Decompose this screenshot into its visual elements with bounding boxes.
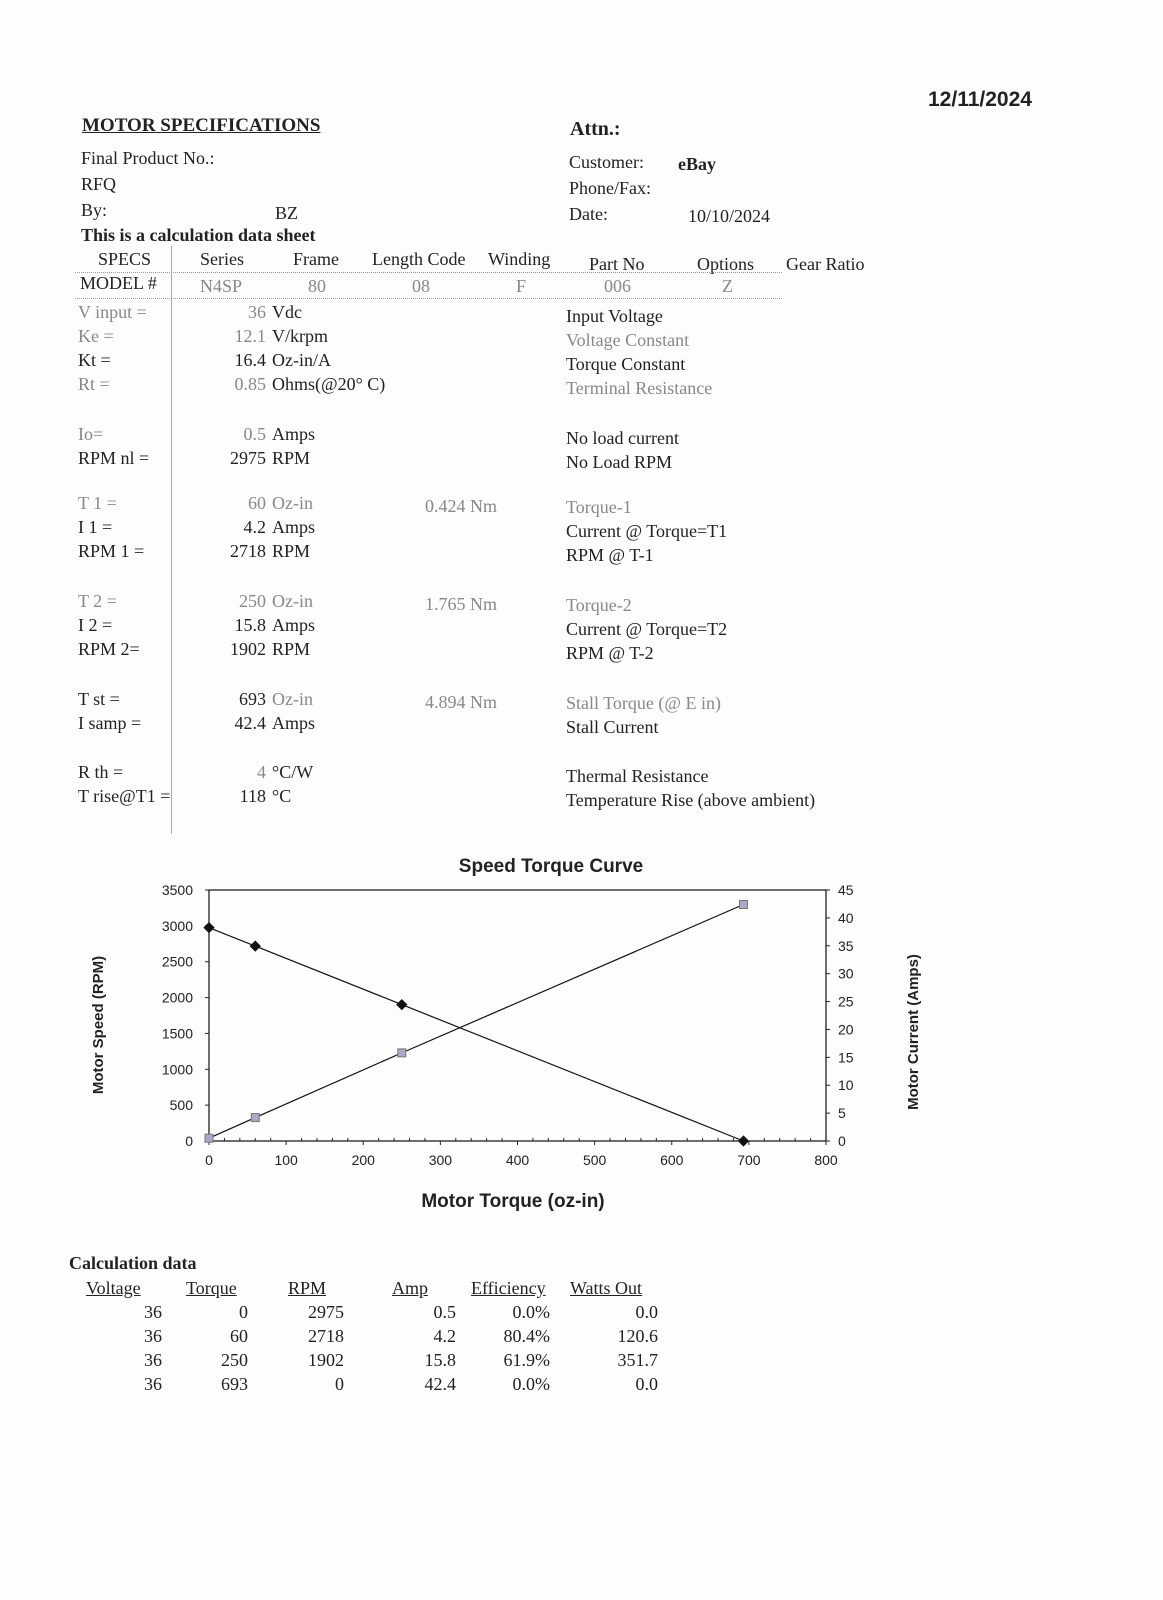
x-tick-label: 200 [351,1152,375,1168]
x-tick-label: 700 [737,1152,761,1168]
column-divider [171,246,172,834]
calc-cell: 351.7 [617,1350,658,1370]
x-axis-label: Motor Torque (oz-in) [421,1191,605,1212]
spec-header: Part No [589,254,645,274]
calc-cell: 61.9% [503,1350,550,1370]
param-value: 693 [239,689,266,709]
calc-cell: 60 [230,1326,248,1346]
calc-cell: 36 [144,1374,162,1394]
param-description: Current @ Torque=T2 [566,619,728,639]
param-unit: V/krpm [272,326,328,346]
calc-header: Efficiency [471,1278,546,1298]
header-label: Customer: [569,152,644,172]
y-tick-label: 2000 [161,989,193,1006]
x-tick-label: 400 [505,1152,530,1168]
y2-tick-label: 20 [838,1021,854,1038]
y2-tick-label: 15 [838,1049,854,1066]
x-tick-label: 800 [814,1152,838,1168]
y-tick-label: 0 [185,1133,193,1149]
calc-header: Amp [392,1278,428,1298]
x-tick-label: 100 [274,1152,298,1168]
param-label: R th = [78,762,124,782]
param-label: I 1 = [78,517,113,537]
param-description: Torque-1 [566,497,632,517]
y-tick-label: 1500 [161,1025,193,1042]
param-unit: Oz-in/A [272,350,331,370]
calc-cell: 0.0% [512,1302,550,1322]
param-value: 0.85 [234,374,266,394]
param-description: Torque Constant [566,354,686,374]
model-value: 80 [308,276,326,296]
param-value: 250 [239,591,266,611]
calc-cell: 36 [144,1302,162,1322]
current-point [251,1114,259,1122]
header-value: eBay [678,154,716,174]
param-value: 60 [248,493,266,513]
y-tick-label: 3500 [161,882,193,898]
param-unit: RPM [272,639,311,659]
param-unit: °C [272,786,292,806]
model-value: N4SP [200,276,243,296]
y2-tick-label: 25 [838,993,854,1010]
spec-header: Series [200,249,244,269]
calc-title: Calculation data [69,1253,197,1273]
spec-header: SPECS [98,249,152,269]
calc-cell: 2718 [308,1326,344,1346]
param-label: I samp = [78,713,142,733]
param-value: 118 [239,786,266,806]
attn-label: Attn.: [570,118,621,140]
header-label: Final Product No.: [81,148,215,168]
header-label: Phone/Fax: [569,178,652,198]
calc-cell: 0 [239,1302,248,1322]
header-value: 10/10/2024 [688,206,771,226]
param-description: No load current [566,428,679,448]
param-label: T 1 = [78,493,117,513]
param-unit: Ohms(@20° C) [272,374,386,394]
header-label: Date: [569,204,608,224]
model-value: Z [722,276,733,296]
calc-cell: 36 [144,1326,162,1346]
spec-header: Frame [293,249,339,269]
y2-tick-label: 40 [838,909,854,926]
param-value: 15.8 [234,615,266,635]
calc-cell: 120.6 [617,1326,658,1346]
y2-tick-label: 30 [838,965,854,982]
param-description: Torque-2 [566,595,632,615]
x-tick-label: 300 [428,1152,453,1168]
param-value: 0.5 [243,424,266,444]
param-description: Stall Current [566,717,659,737]
param-value: 4.2 [243,517,266,537]
param-unit: Oz-in [272,591,313,611]
param-label: Ke = [78,326,114,346]
plot-area [209,890,826,1141]
current-point [739,901,747,909]
param-description: Input Voltage [566,306,663,326]
y2-tick-label: 45 [838,882,854,898]
param-description: Thermal Resistance [566,766,709,786]
model-value: 08 [412,276,430,296]
header-value: BZ [275,203,299,223]
param-nm: 4.894 Nm [425,692,497,712]
param-unit: Amps [272,517,316,537]
param-description: Temperature Rise (above ambient) [566,790,816,810]
calc-cell: 4.2 [433,1326,456,1346]
param-description: No Load RPM [566,452,673,472]
calc-header: Watts Out [570,1278,643,1298]
param-value: 4 [257,762,266,782]
speed-point [250,940,261,951]
current-point [205,1134,213,1142]
param-label: I 2 = [78,615,113,635]
param-label: Kt = [78,350,111,370]
param-description: Stall Torque (@ E in) [566,693,721,713]
speed-point [738,1135,749,1146]
x-tick-label: 0 [205,1152,213,1168]
y-tick-label: 500 [169,1097,193,1114]
param-unit: Amps [272,615,316,635]
spec-header: Options [697,254,755,274]
param-unit: Amps [272,713,316,733]
param-unit: Vdc [272,302,302,322]
calc-cell: 0.0 [635,1374,658,1394]
calc-header: RPM [288,1278,327,1298]
sheet-title: MOTOR SPECIFICATIONS [82,115,321,136]
calc-header: Voltage [86,1278,141,1298]
param-unit: Amps [272,424,316,444]
param-nm: 0.424 Nm [425,496,497,516]
y-tick-label: 1000 [161,1061,193,1078]
x-tick-label: 600 [660,1152,684,1168]
divider [75,298,782,299]
param-label: Io= [78,424,104,444]
param-label: T 2 = [78,591,117,611]
y-axis-label: Motor Speed (RPM) [90,955,107,1095]
spec-header: Winding [488,249,551,269]
param-description: Current @ Torque=T1 [566,521,728,541]
param-label: RPM 1 = [78,541,145,561]
calc-cell: 0.0% [512,1374,550,1394]
calc-cell: 2975 [308,1302,344,1322]
param-value: 42.4 [234,713,266,733]
calc-cell: 0.5 [433,1302,456,1322]
y2-tick-label: 0 [838,1133,846,1149]
param-label: V input = [78,302,147,322]
y2-tick-label: 10 [838,1077,854,1094]
header-label: RFQ [81,174,117,194]
y-tick-label: 3000 [161,917,193,934]
sheet-subtitle: This is a calculation data sheet [81,225,316,245]
model-value: 006 [604,276,631,296]
speed-torque-chart [0,840,1163,1230]
y2-tick-label: 5 [838,1105,846,1122]
param-value: 2718 [230,541,266,561]
spec-header: Length Code [372,249,466,269]
calc-cell: 250 [221,1350,248,1370]
calc-cell: 36 [144,1350,162,1370]
param-value: 36 [248,302,266,322]
series-line-speed [209,928,743,1141]
param-unit: °C/W [272,762,314,782]
chart-title: Speed Torque Curve [458,856,644,877]
param-label: RPM nl = [78,448,150,468]
calc-cell: 80.4% [503,1326,550,1346]
param-nm: 1.765 Nm [425,594,497,614]
param-value: 12.1 [234,326,266,346]
param-unit: Oz-in [272,493,313,513]
speed-point [203,922,214,933]
model-label: MODEL # [80,273,157,293]
param-value: 2975 [230,448,266,468]
param-label: T rise@T1 = [78,786,171,806]
param-label: Rt = [78,374,110,394]
param-label: T st = [78,689,120,709]
y2-tick-label: 35 [838,937,854,954]
series-line-current [209,905,743,1139]
calc-header: Torque [186,1278,237,1298]
param-description: RPM @ T-2 [566,643,654,663]
param-unit: RPM [272,448,311,468]
header-label: By: [81,200,108,220]
param-unit: RPM [272,541,311,561]
calc-cell: 693 [221,1374,248,1394]
current-point [398,1049,406,1057]
calc-cell: 15.8 [424,1350,456,1370]
param-label: RPM 2= [78,639,140,659]
spec-header: Gear Ratio [786,254,865,274]
x-tick-label: 500 [582,1152,607,1168]
param-description: Voltage Constant [566,330,690,350]
param-description: RPM @ T-1 [566,545,654,565]
calc-cell: 1902 [308,1350,344,1370]
date-stamp: 12/11/2024 [928,88,1032,111]
y-tick-label: 2500 [161,953,193,970]
calc-cell: 0 [335,1374,344,1394]
divider [75,272,782,273]
param-unit: Oz-in [272,689,313,709]
param-description: Terminal Resistance [566,378,713,398]
calc-cell: 0.0 [635,1302,658,1322]
param-value: 16.4 [234,350,266,370]
calc-cell: 42.4 [424,1374,456,1394]
model-value: F [516,276,527,296]
param-value: 1902 [230,639,266,659]
speed-point [396,999,407,1010]
y2-axis-label: Motor Current (Amps) [905,954,922,1110]
